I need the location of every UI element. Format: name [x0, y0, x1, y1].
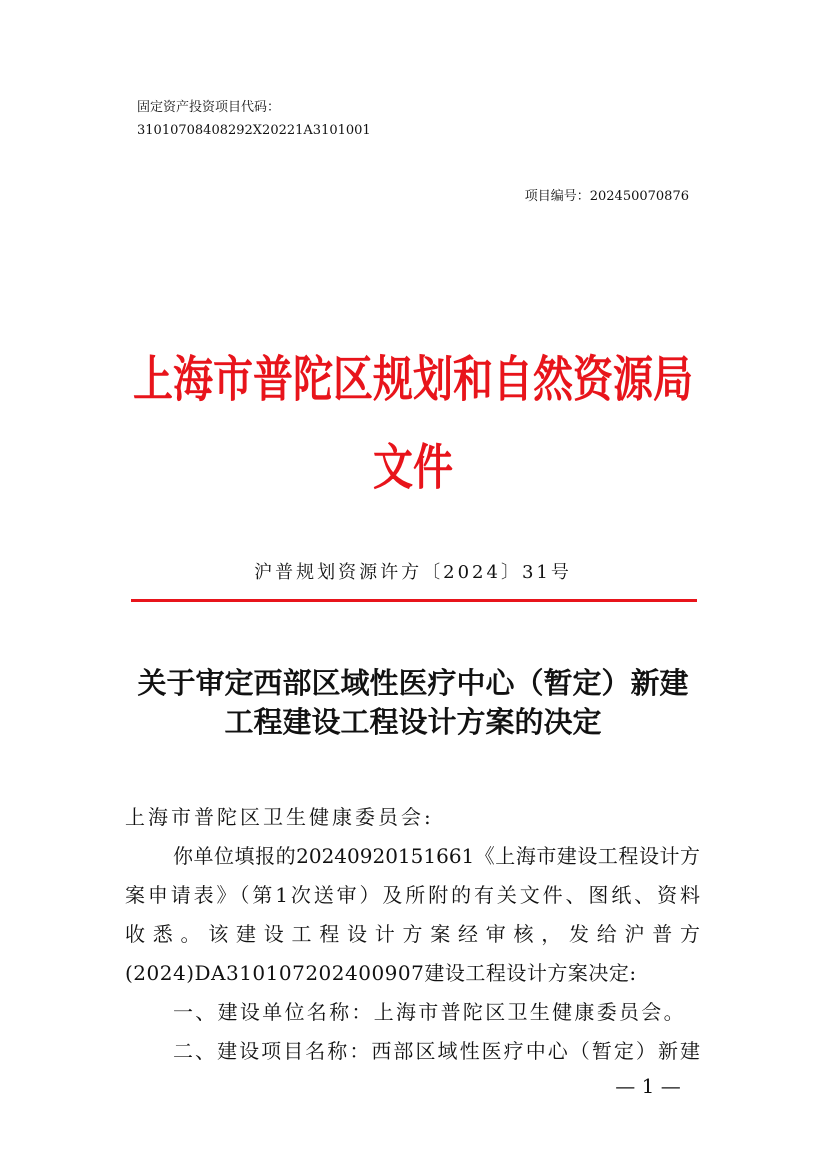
- masthead-red-rule: [131, 599, 697, 602]
- document-number: 沪普规划资源许方〔2024〕31号: [254, 562, 572, 583]
- document-title-line-2: 工程建设工程设计方案的决定: [224, 705, 602, 739]
- recipient: 上海市普陀区卫生健康委员会:: [125, 805, 434, 829]
- page-number: — 1 —: [615, 1074, 681, 1098]
- project-number: 项目编号：202450070876: [524, 189, 689, 204]
- document-title-line-1: 关于审定西部区域性医疗中心（暂定）新建: [137, 666, 689, 700]
- list-item: 一、建设单位名称：上海市普陀区卫生健康委员会。: [173, 1000, 686, 1024]
- body-line: 案申请表》（第1次送审）及所附的有关文件、图纸、资料: [125, 883, 700, 907]
- list-item: 二、建设项目名称：西部区域性医疗中心（暂定）新建: [173, 1039, 700, 1063]
- body-line: 你单位填报的20240920151661《上海市建设工程设计方: [173, 844, 700, 868]
- body-line: 收悉。该建设工程设计方案经审核，发给沪普方: [125, 922, 700, 946]
- body-line: (2024)DA310107202400907建设工程设计方案决定:: [125, 961, 637, 985]
- agency-masthead: 上海市普陀区规划和自然资源局: [133, 350, 693, 409]
- investment-code-label: 固定资产投资项目代码：: [137, 100, 281, 115]
- document-type: 文件: [373, 438, 453, 497]
- investment-code-value: 31010708408292X20221A3101001: [137, 123, 371, 138]
